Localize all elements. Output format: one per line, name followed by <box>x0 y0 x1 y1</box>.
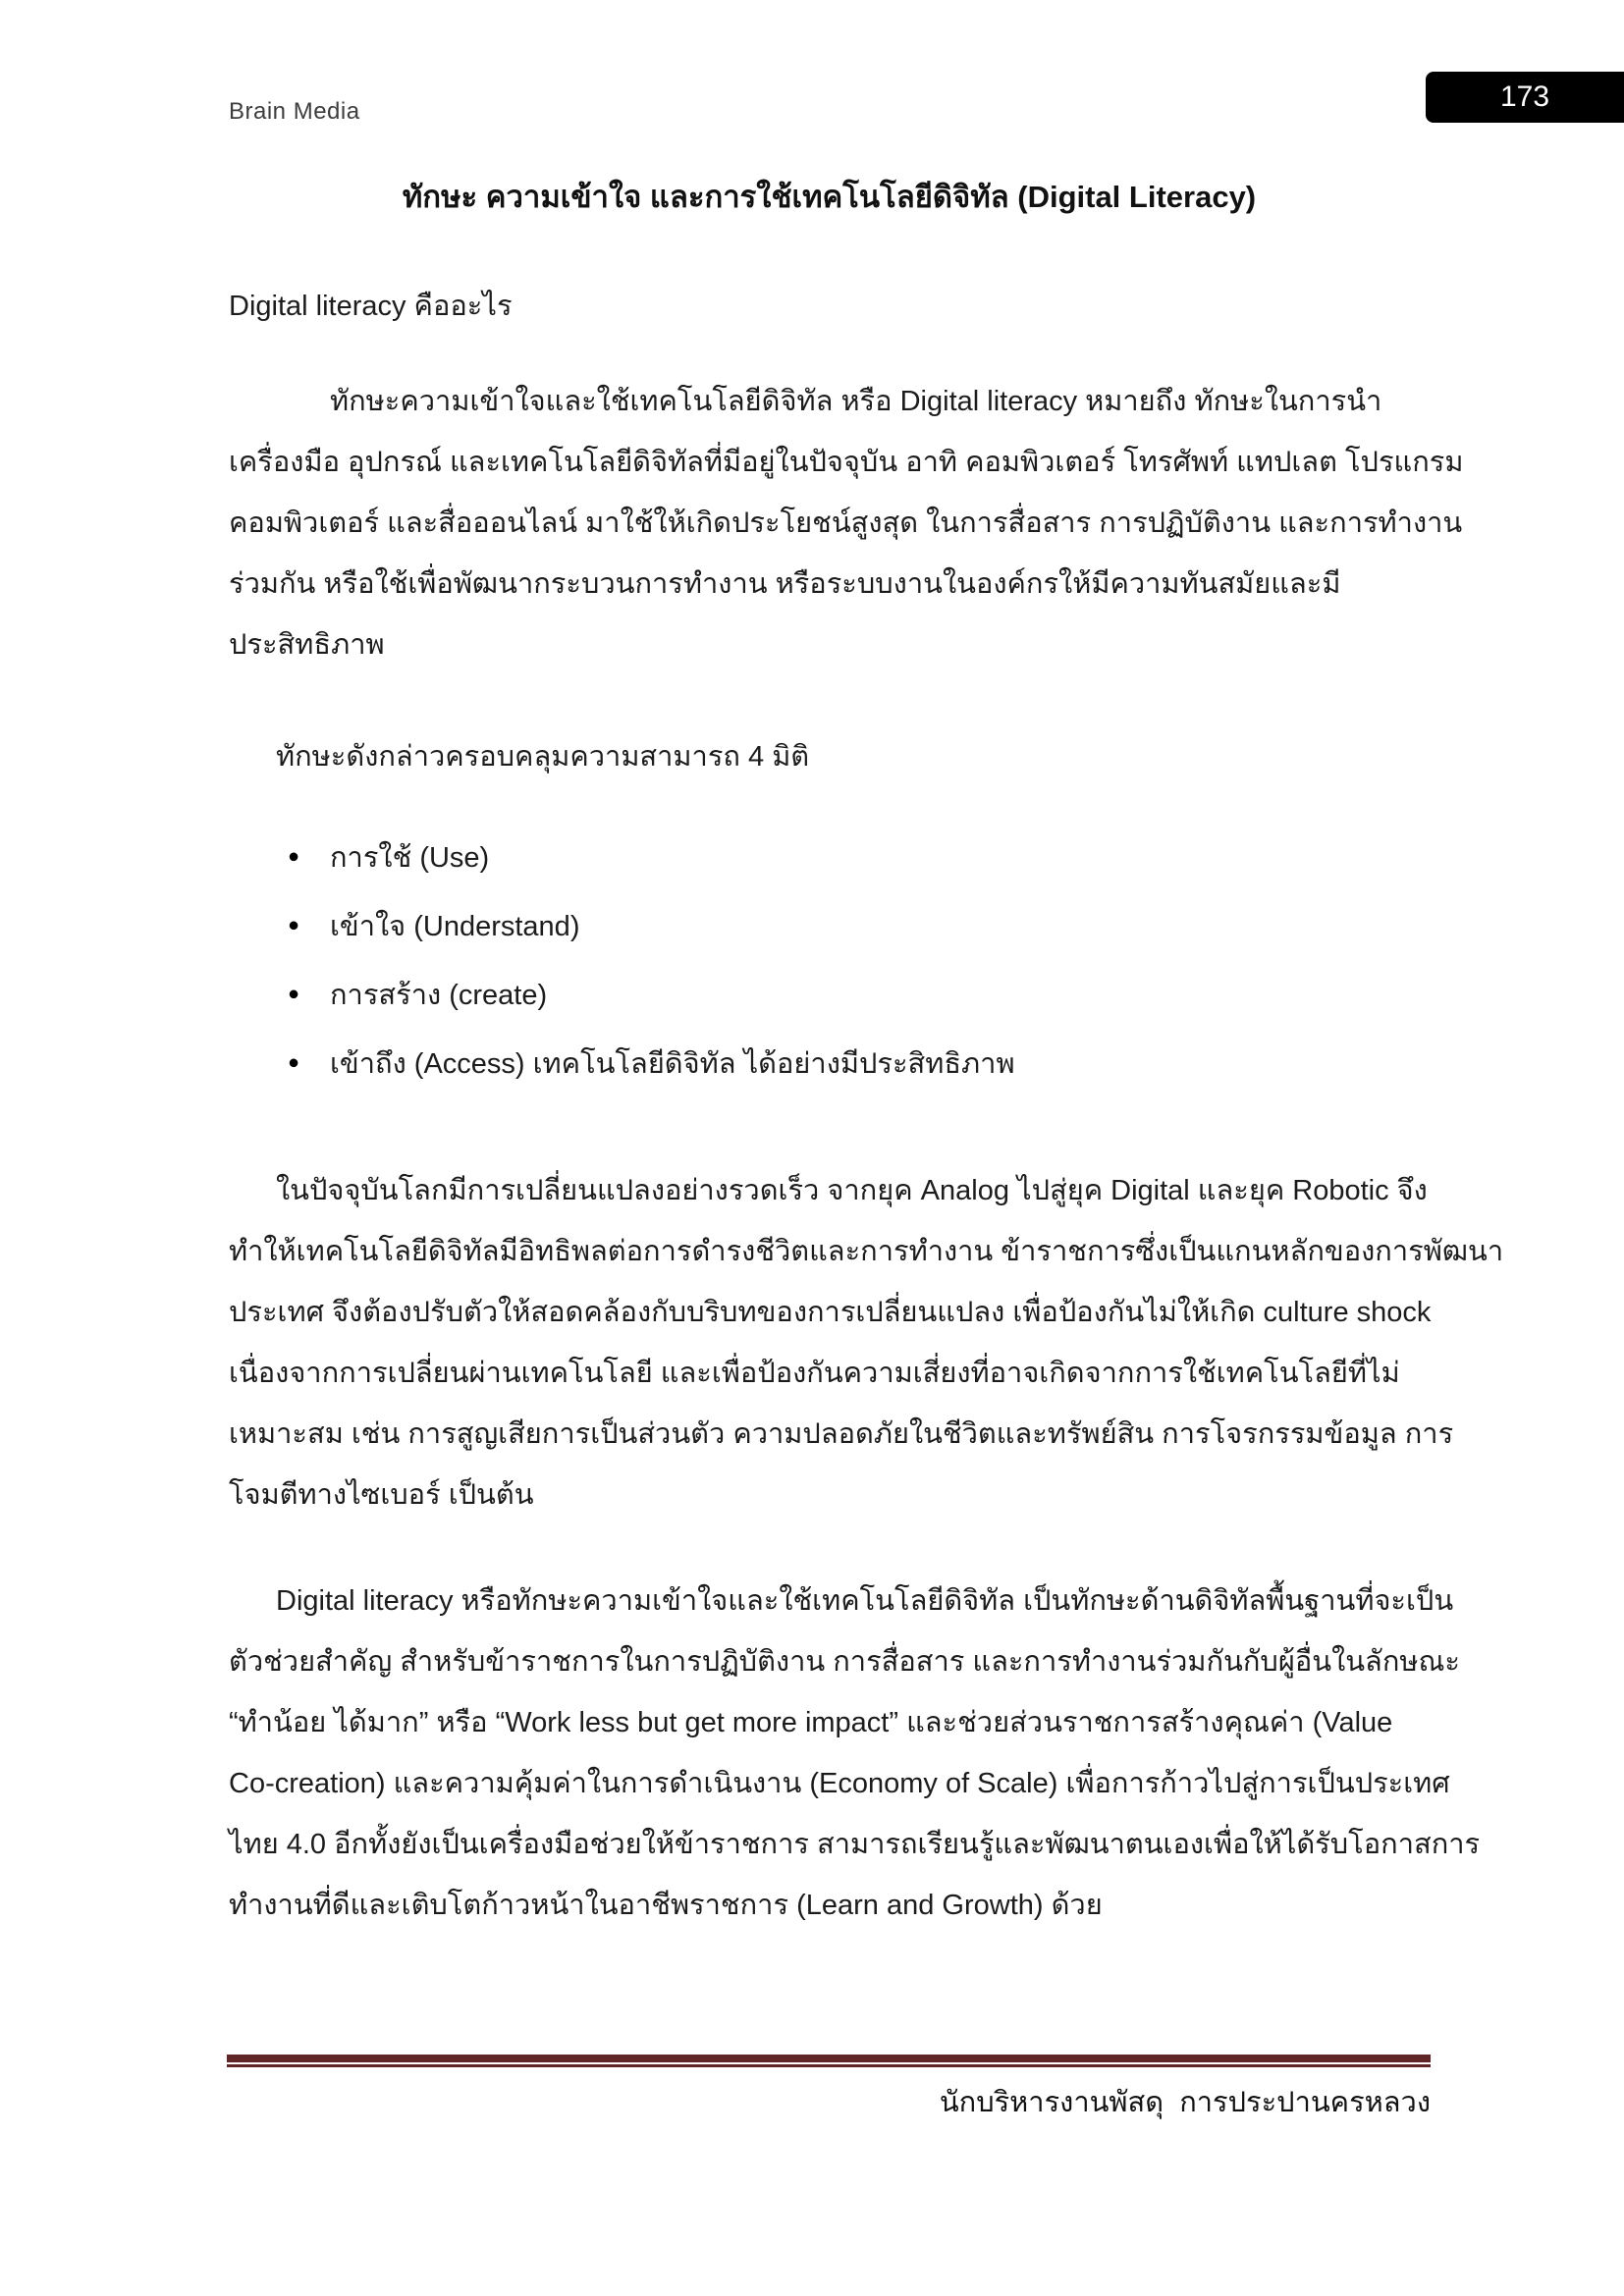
paragraph-line: ทักษะความเข้าใจและใช้เทคโนโลยีดิจิทัล หรือ Digital literacy หมายถึง ทักษะในการนำ <box>330 386 1382 417</box>
footer-rule-thin <box>227 2064 1431 2067</box>
bullet-item <box>229 823 1430 891</box>
bullet-item <box>229 891 1430 960</box>
paragraph-line: ในปัจจุบันโลกมีการเปลี่ยนแปลงอย่างรวดเร็ว จากยุค Analog ไปสู่ยุค Digital และยุค Robotic จึง <box>276 1175 1428 1206</box>
intro-heading: Digital literacy คืออะไร <box>229 291 513 322</box>
paragraph-3 <box>229 1571 1481 1936</box>
document-body <box>229 0 1504 1936</box>
bullet-icon: ● <box>288 914 300 936</box>
bullet-item <box>229 1029 1430 1097</box>
document-title: ทักษะ ความเข้าใจ และการใช้เทคโนโลยีดิจิทัล (Digital Literacy) <box>402 180 1257 214</box>
paragraph-line: Co-creation) และความคุ้มค่าในการดำเนินงาน (Economy of Scale) เพื่อการก้าวไปสู่การเป็นประเทศ <box>229 1768 1450 1799</box>
section-subhead: ทักษะดังกล่าวครอบคลุมความสามารถ 4 มิติ <box>276 741 810 773</box>
paragraph-line: ประสิทธิภาพ <box>229 629 385 661</box>
paragraph-line: เนื่องจากการเปลี่ยนผ่านเทคโนโลยี และเพื่อป้องกันความเสี่ยงที่อาจเกิดจากการใช้เทคโนโลยีที่ไม่ <box>229 1358 1400 1389</box>
paragraph-2 <box>229 1160 1504 1525</box>
page-number: 173 <box>1499 80 1550 113</box>
footer-credit: นักบริหารงานพัสดุ การประปานครหลวง <box>939 2087 1431 2118</box>
bullet-icon: ● <box>288 845 300 868</box>
paragraph-line: ประเทศ จึงต้องปรับตัวให้สอดคล้องกับบริบทของการเปลี่ยนแปลง เพื่อป้องกันไม่ให้เกิด culture shock <box>229 1297 1432 1328</box>
paragraph-line: เหมาะสม เช่น การสูญเสียการเป็นส่วนตัว ความปลอดภัยในชีวิตและทรัพย์สิน การโจรกรรมข้อมูล การ <box>229 1418 1454 1450</box>
bullet-icon: ● <box>288 1051 300 1074</box>
paragraph-line: คอมพิวเตอร์ และสื่อออนไลน์ มาใช้ให้เกิดประโยชน์สูงสุด ในการสื่อสาร การปฏิบัติงาน และการทำงาน <box>229 507 1463 539</box>
paragraph-line: ทำงานที่ดีและเติบโตก้าวหน้าในอาชีพราชการ (Learn and Growth) ด้วย <box>229 1890 1103 1921</box>
page-number-badge <box>1426 72 1624 123</box>
paragraph-line: โจมตีทางไซเบอร์ เป็นต้น <box>229 1479 534 1511</box>
paragraph-line: ทำให้เทคโนโลยีดิจิทัลมีอิทธิพลต่อการดำรงชีวิตและการทำงาน ข้าราชการซึ่งเป็นแกนหลักของการพัฒนา <box>229 1236 1504 1267</box>
header-brand: Brain Media <box>229 98 360 125</box>
paragraph-line: Digital literacy หรือทักษะความเข้าใจและใช้เทคโนโลยีดิจิทัล เป็นทักษะด้านดิจิทัลพื้นฐานที่จะเป็น <box>276 1585 1454 1617</box>
paragraph-line: “ทำน้อย ได้มาก” หรือ “Work less but get more impact” และช่วยส่วนราชการสร้างคุณค่า (Value <box>229 1707 1393 1738</box>
bullet-list <box>229 823 1430 1097</box>
bullet-text: เข้าถึง (Access) เทคโนโลยีดิจิทัล ได้อย่างมีประสิทธิภาพ <box>330 1048 1015 1080</box>
bullet-item <box>229 960 1430 1029</box>
paragraph-line: ไทย 4.0 อีกทั้งยังเป็นเครื่องมือช่วยให้ข้าราชการ สามารถเรียนรู้และพัฒนาตนเองเพื่อให้ได้รับโอกาสการ <box>229 1829 1481 1860</box>
footer-rule-thick <box>227 2055 1431 2062</box>
paragraph-line: ร่วมกัน หรือใช้เพื่อพัฒนากระบวนการทำงาน หรือระบบงานในองค์กรให้มีความทันสมัยและมี <box>229 568 1341 600</box>
paragraph-line: ตัวช่วยสำคัญ สำหรับข้าราชการในการปฏิบัติงาน การสื่อสาร และการทำงานร่วมกันกับผู้อื่นในลักษณะ <box>229 1646 1460 1678</box>
bullet-text: การใช้ (Use) <box>330 842 490 874</box>
paragraph-1 <box>229 371 1464 675</box>
bullet-icon: ● <box>288 983 300 1005</box>
footer-rule <box>227 2055 1431 2067</box>
bullet-text: การสร้าง (create) <box>330 980 548 1011</box>
bullet-text: เข้าใจ (Understand) <box>330 911 580 942</box>
paragraph-line: เครื่องมือ อุปกรณ์ และเทคโนโลยีดิจิทัลที่มีอยู่ในปัจจุบัน อาทิ คอมพิวเตอร์ โทรศัพท์ แทปเลต โปรแกรม <box>229 447 1464 478</box>
